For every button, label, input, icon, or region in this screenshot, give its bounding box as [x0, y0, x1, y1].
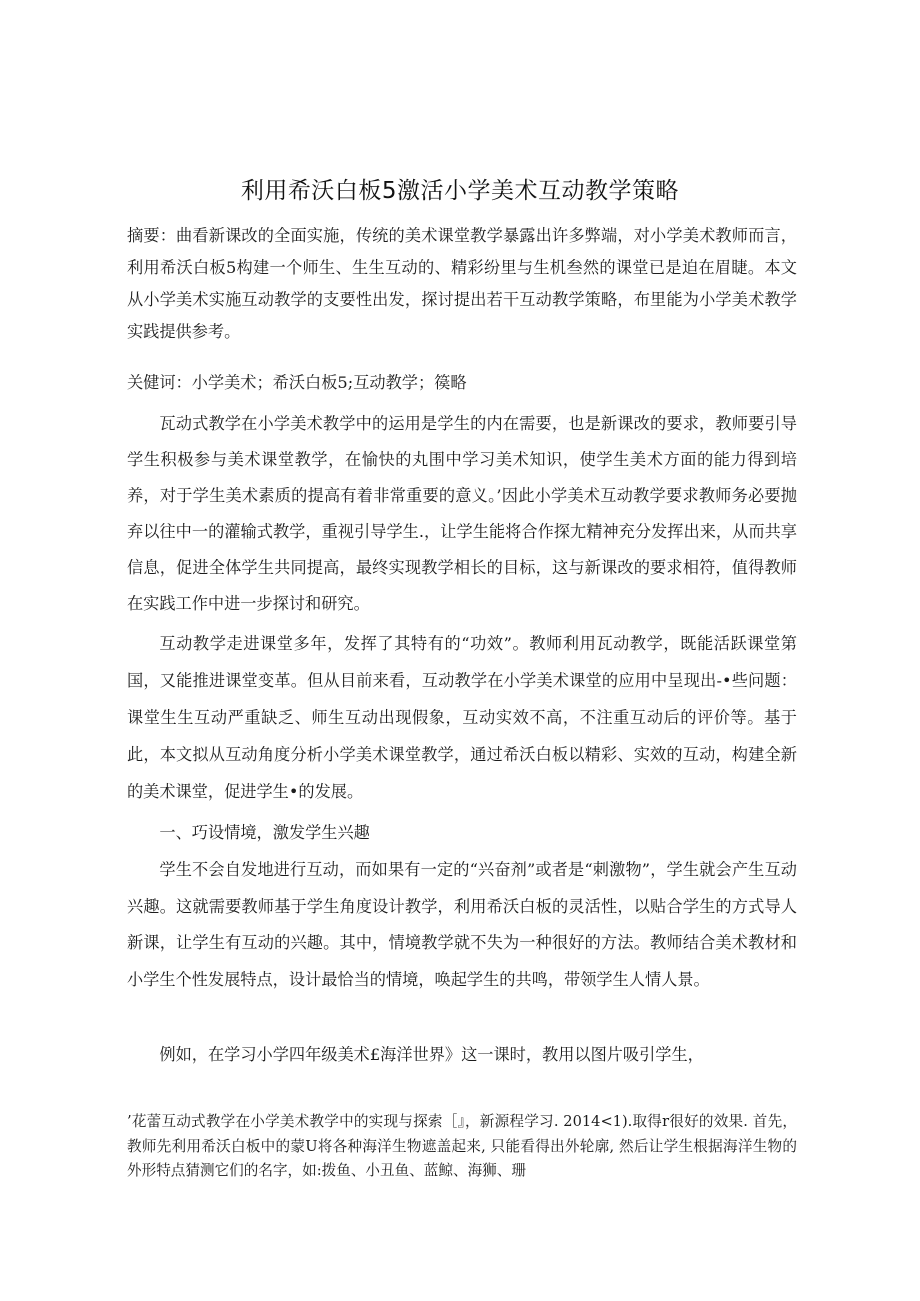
abstract-paragraph: 摘要：曲看新课改的全面实施，传统的美术课堂教学暴露出许多弊端，对小学美术教师而言，利用希沃白板5构建一个师生、生生互动的、精彩纷里与生机叁然的课堂已是迫在眉睫。本文从小学美术实施互动教学的支要性出发，探讨提出若干互动教学策略，布里能为小学美术教学实践提供参考。 — [127, 226, 797, 341]
body-paragraph-3: 学生不会自发地进行互动，而如果有一定的“兴奋剂”或者是“刺激物”，学生就会产生互动兴趣。这就需要教师基于学生角度设计教学，利用希沃白板的灵活性，以贴合学生的方式导人新课，让学生有互动的兴趣。其中，情境教学就不失为一种很好的方法。教师结合美术教材和小学生个性发展特点，设计最恰当的情境，唤起学生的共鸣，带领学生人情人景。 — [127, 860, 797, 989]
section-heading-1: 一、巧设情境，激发学生兴趣 — [159, 823, 370, 842]
document-title: 利用希沃白板5激活小学美术互动教学策略 — [240, 178, 680, 204]
footnote: ’花蕾互动式教学在小学美术教学中的实现与探索［』，新源程学习. 2014<1).取得r很好的效果. 首先，教师先利用希沃白板中的蒙U将各种海洋生物遮盖起来, 只能看得出外轮廓, 然后让学生根据海洋生物的外形特点猜测它们的名字，如:拨鱼、小丑鱼、蓝鲸、海狮、珊 — [127, 1113, 797, 1179]
body-paragraph-2: 互动教学走进课堂多年，发挥了其特有的“功效”。教师利用瓦动教学，既能活跃课堂第国，又能推进课堂变革。但从目前来看，互动教学在小学美术课堂的应用中呈现出-•些问题：课堂生生互动严重缺乏、师生互动出现假象，互动实效不高，不注重互动后的评价等。基于此，本文拟从互动角度分析小学美术课堂教学，通过希沃白板以精彩、实效的互动，构建全新的美术课堂，促进学生•的发展。 — [127, 634, 797, 801]
body-paragraph-1: 瓦动式教学在小学美术教学中的运用是学生的内在需要，也是新课改的要求，教师要引导学生积极参与美术课堂教学，在愉快的丸围中学习美术知识，使学生美术方面的能力得到培养，对于学生美术素质的提高有着非常重要的意义。’因此小学美术互动教学要求教师务必要抛弃以往中一的灌输式教学，重视引导学生.，让学生能将合作探尢精神充分发挥出来，从而共享信息，促进全体学生共同提高，最终实现教学相长的目标，这与新课改的要求相符，值得教师在实践工作中进一步探讨和研究。 — [127, 414, 797, 613]
body-paragraph-4: 例如，在学习小学四年级美术£海洋世界》这一课时，教用以图片吸引学生， — [159, 1045, 704, 1064]
keywords-line: 关健诃：小学美术；希沃白板5;互动教学；篌略 — [127, 373, 467, 392]
